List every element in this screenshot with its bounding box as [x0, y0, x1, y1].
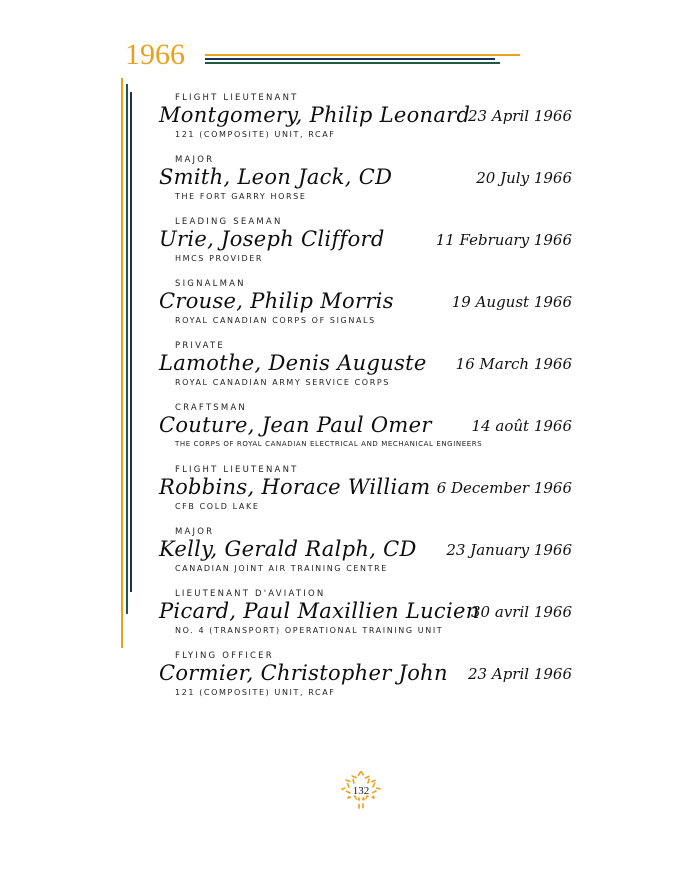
margin-rule-navy — [130, 92, 132, 592]
date-label: 23 April 1966 — [468, 107, 572, 125]
header-rule-green — [205, 62, 500, 64]
date-label: 14 août 1966 — [471, 417, 572, 435]
rank-label: LIEUTENANT D'AVIATION — [175, 589, 326, 599]
rank-label: MAJOR — [175, 527, 215, 537]
unit-label: HMCS PROVIDER — [175, 254, 264, 263]
list-item — [159, 527, 579, 587]
date-label: 20 July 1966 — [476, 169, 572, 187]
unit-label: 121 (COMPOSITE) UNIT, RCAF — [175, 130, 336, 139]
unit-label: CFB COLD LAKE — [175, 502, 260, 511]
person-name: Cormier, Christopher John — [159, 661, 448, 685]
list-item — [159, 465, 579, 525]
list-item — [159, 155, 579, 215]
person-name: Couture, Jean Paul Omer — [159, 413, 432, 437]
unit-label: ROYAL CANADIAN CORPS OF SIGNALS — [175, 316, 376, 325]
person-name: Robbins, Horace William — [159, 475, 431, 499]
person-name: Crouse, Philip Morris — [159, 289, 394, 313]
rank-label: MAJOR — [175, 155, 215, 165]
person-name: Urie, Joseph Clifford — [159, 227, 385, 251]
unit-label: CANADIAN JOINT AIR TRAINING CENTRE — [175, 564, 388, 573]
rank-label: LEADING SEAMAN — [175, 217, 283, 227]
date-label: 6 December 1966 — [436, 479, 572, 497]
date-label: 23 April 1966 — [468, 665, 572, 683]
list-item — [159, 651, 579, 711]
rank-label: FLYING OFFICER — [175, 651, 274, 661]
list-item — [159, 403, 579, 463]
margin-rule-green — [126, 84, 128, 614]
header-rule-gold — [205, 54, 520, 56]
date-label: 30 avril 1966 — [471, 603, 572, 621]
date-label: 23 January 1966 — [446, 541, 572, 559]
date-label: 19 August 1966 — [451, 293, 572, 311]
person-name: Picard, Paul Maxillien Lucien — [159, 599, 480, 623]
person-name: Smith, Leon Jack, CD — [159, 165, 393, 189]
rank-label: FLIGHT LIEUTENANT — [175, 465, 299, 475]
rank-label: SIGNALMAN — [175, 279, 246, 289]
unit-label: ROYAL CANADIAN ARMY SERVICE CORPS — [175, 378, 390, 387]
unit-label: THE FORT GARRY HORSE — [175, 192, 307, 201]
list-item — [159, 589, 579, 649]
unit-label: 121 (COMPOSITE) UNIT, RCAF — [175, 688, 336, 697]
year-heading: 1966 — [125, 38, 185, 71]
person-name: Lamothe, Denis Auguste — [159, 351, 427, 375]
header-rule-navy — [205, 58, 495, 60]
rank-label: FLIGHT LIEUTENANT — [175, 93, 299, 103]
person-name: Kelly, Gerald Ralph, CD — [159, 537, 417, 561]
unit-label: NO. 4 (TRANSPORT) OPERATIONAL TRAINING UNIT — [175, 626, 444, 635]
unit-label: THE CORPS OF ROYAL CANADIAN ELECTRICAL AND MECHANICAL ENGINEERS — [175, 440, 483, 448]
date-label: 16 March 1966 — [455, 355, 572, 373]
list-item — [159, 341, 579, 401]
list-item — [159, 217, 579, 277]
rank-label: PRIVATE — [175, 341, 225, 351]
page-number: 132 — [352, 785, 370, 797]
list-item — [159, 93, 579, 153]
page-footer — [336, 768, 386, 814]
list-item — [159, 279, 579, 339]
date-label: 11 February 1966 — [435, 231, 572, 249]
person-name: Montgomery, Philip Leonard — [159, 103, 471, 127]
margin-rule-gold — [121, 78, 123, 648]
rank-label: CRAFTSMAN — [175, 403, 247, 413]
